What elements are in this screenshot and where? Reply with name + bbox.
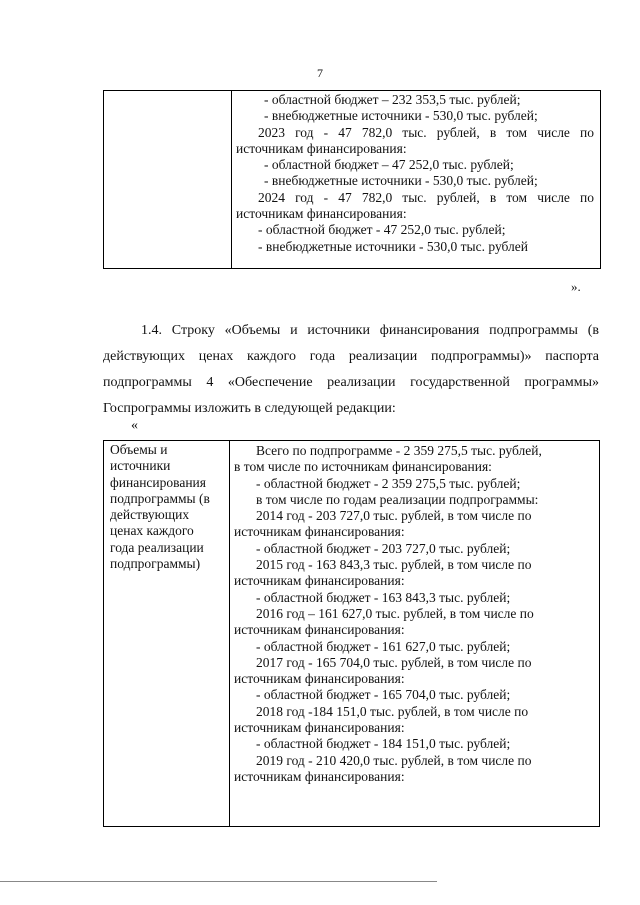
paragraph-line: действующих ценах каждого года реализации подпрограммы)» паспорта: [103, 349, 599, 364]
table-line: - областной бюджет - 184 151,0 тыс. рублей;: [256, 736, 511, 752]
table-line: - внебюджетные источники - 530,0 тыс. рублей;: [264, 108, 538, 124]
table-value-cell: [232, 91, 600, 268]
label-line: финансирования: [110, 474, 206, 490]
table-line: Всего по подпрограмме - 2 359 275,5 тыс. рублей,: [256, 443, 542, 458]
paragraph-line: подпрограммы 4 «Обеспечение реализации государственной программы»: [103, 375, 599, 390]
label-line: источники: [110, 458, 171, 474]
label-line: действующих: [110, 507, 190, 523]
table-line: - областной бюджет – 232 353,5 тыс. рублей;: [264, 92, 521, 107]
label-line: подпрограммы (в: [110, 490, 210, 506]
paragraph-line: Госпрограммы изложить в следующей редакции:: [103, 401, 396, 416]
footer-divider: [0, 881, 437, 882]
table-line: 2018 год -184 151,0 тыс. рублей, в том числе по: [256, 703, 529, 719]
funding-table-new: [103, 440, 600, 827]
table-line: 2015 год - 163 843,3 тыс. рублей, в том числе по: [256, 557, 532, 573]
funding-table-continued: [103, 90, 601, 269]
paragraph-line: 1.4. Строку «Объемы и источники финансирования подпрограммы (в: [141, 323, 599, 338]
table-line: - областной бюджет - 161 627,0 тыс. рублей;: [256, 638, 511, 654]
table-line: - областной бюджет - 203 727,0 тыс. рублей;: [256, 540, 511, 556]
label-line: года реализации: [110, 539, 204, 555]
table-line: 2024 год - 47 782,0 тыс. рублей, в том числе по: [258, 189, 594, 205]
table-label-cell: [104, 441, 230, 826]
table-line: источникам финансирования:: [234, 573, 405, 589]
table-line: источникам финансирования:: [234, 622, 405, 638]
page-number: 7: [317, 66, 323, 80]
table-line: источникам финансирования:: [236, 140, 407, 156]
table-line: 2014 год - 203 727,0 тыс. рублей, в том числе по: [256, 508, 532, 524]
table-line: - областной бюджет - 165 704,0 тыс. рублей;: [256, 687, 511, 703]
table-line: - областной бюджет – 47 252,0 тыс. рублей;: [264, 157, 514, 173]
table-line: 2016 год – 161 627,0 тыс. рублей, в том числе по: [256, 605, 534, 621]
table-line: - областной бюджет - 2 359 275,5 тыс. рублей;: [256, 475, 521, 491]
table-line: в том числе по источникам финансирования:: [234, 459, 492, 475]
label-line: подпрограммы): [110, 556, 201, 572]
table-line: - внебюджетные источники - 530,0 тыс. рублей;: [264, 173, 538, 189]
opening-quote: «: [131, 418, 138, 433]
table-line: 2017 год - 165 704,0 тыс. рублей, в том числе по: [256, 654, 532, 670]
table-line: источникам финансирования:: [236, 206, 407, 222]
table-line: - внебюджетные источники - 530,0 тыс. рублей: [258, 238, 528, 254]
label-line: ценах каждого: [110, 523, 194, 539]
table-line: 2023 год - 47 782,0 тыс. рублей, в том числе по: [258, 124, 594, 140]
table-line: источникам финансирования:: [234, 720, 405, 736]
table-label-cell-empty: [104, 91, 232, 268]
table-line: 2019 год - 210 420,0 тыс. рублей, в том числе по: [256, 752, 532, 768]
table-line: источникам финансирования:: [234, 768, 405, 784]
table-line: в том числе по годам реализации подпрограммы:: [256, 491, 539, 507]
table-line: источникам финансирования:: [234, 524, 405, 540]
label-line: Объемы и: [110, 442, 168, 457]
closing-quote: ».: [571, 279, 581, 294]
table-line: источникам финансирования:: [234, 671, 405, 687]
table-line: - областной бюджет - 47 252,0 тыс. рублей;: [258, 222, 506, 238]
table-value-cell: [230, 441, 599, 826]
amendment-paragraph: [103, 318, 599, 422]
table-line: - областной бюджет - 163 843,3 тыс. рублей;: [256, 589, 511, 605]
